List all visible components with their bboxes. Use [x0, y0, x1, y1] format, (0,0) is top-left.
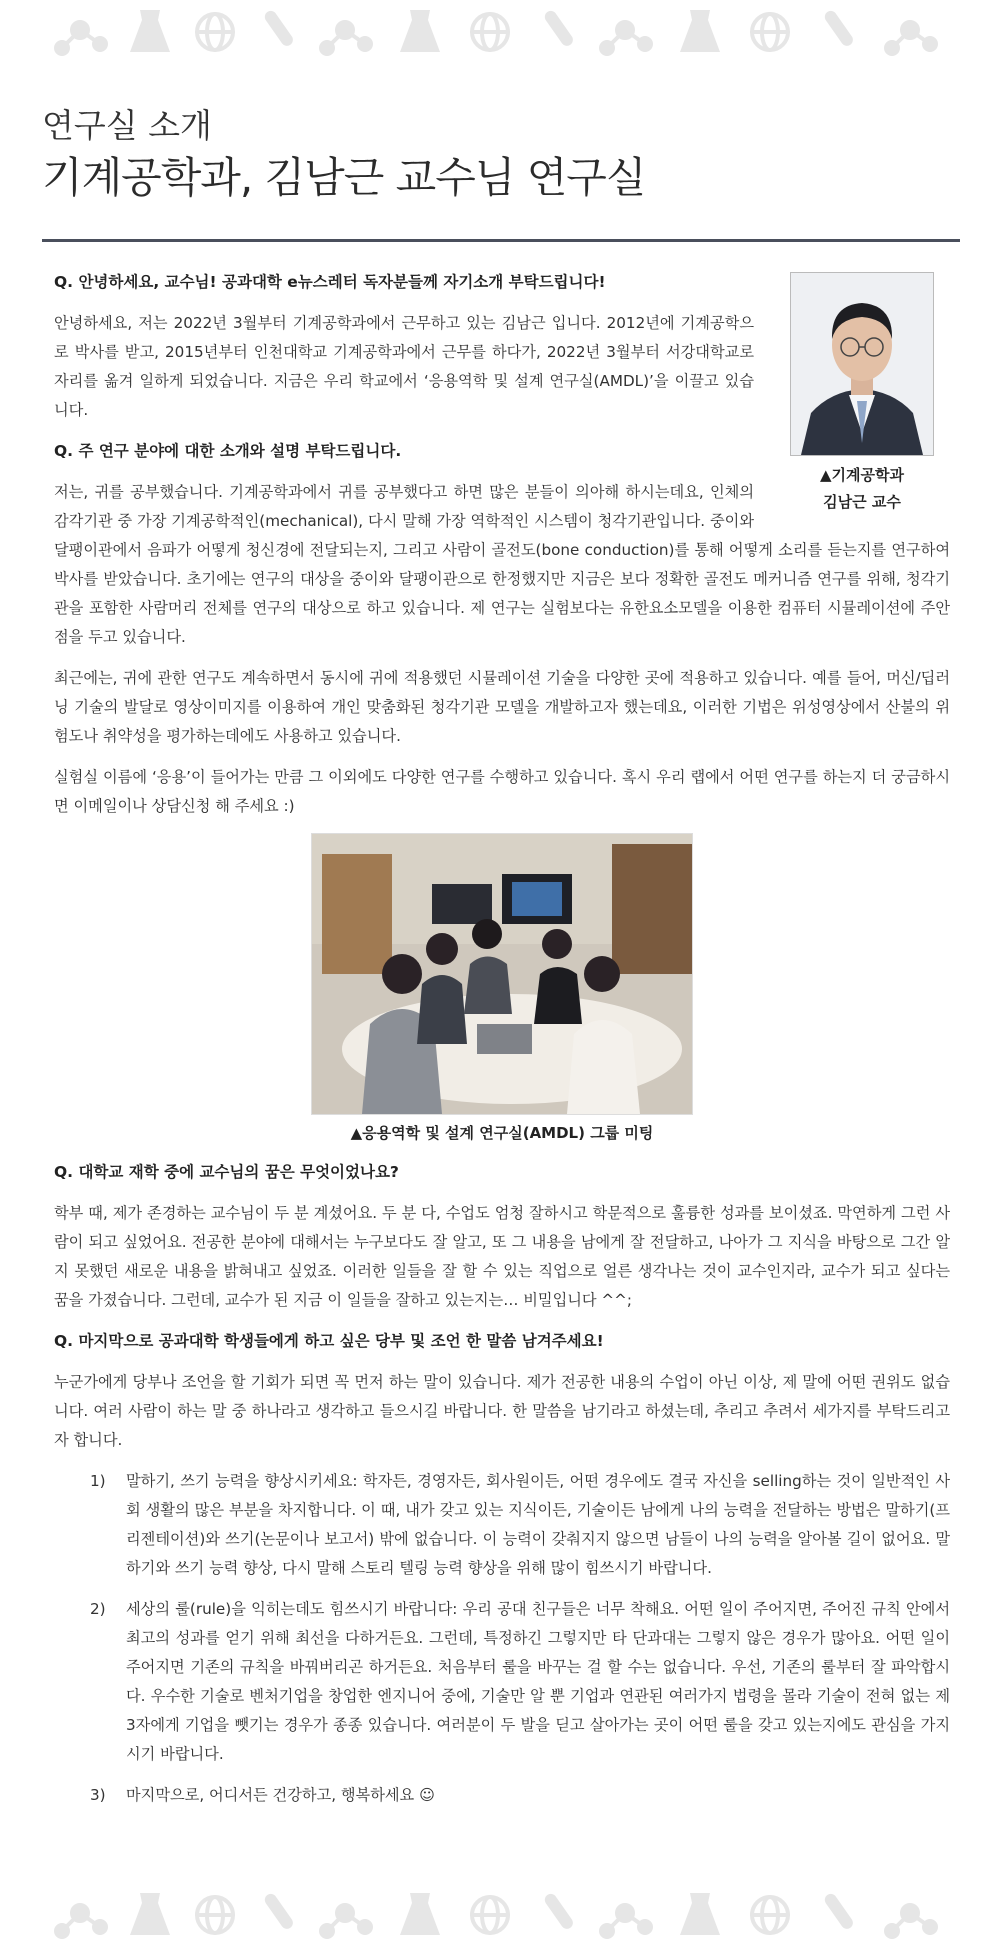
question-1: Q. 안녕하세요, 교수님! 공과대학 e뉴스레터 독자분들께 자기소개 부탁드립니다!: [54, 273, 606, 291]
portrait-caption-line1: ▲기계공학과: [820, 466, 904, 484]
page-title: 기계공학과, 김남근 교수님 연구실: [42, 153, 646, 202]
advice-item-text: 말하기, 쓰기 능력을 향상시키세요: 학자든, 경영자든, 회사원이든, 어떤 경우에도 결국 자신을 selling하는 것이 일반적인 사회 생활의 많은 부분을 차지합니다. 이 때, 내가 갖고 있는 지식이든, 기술이든 남에게 나의 능력을 전달하는 방법은 말하기(프리젠테이션)와 쓰기(논문이나 보고서) 밖에 없습니다. 이 능력이 갖춰지지 않으면 남들이 나의 능력을 알아볼 길이 없어요. 말하기와 쓰기 능력 향상, 다시 말해 스토리 텔링 능력 향상을 위해 많이 힘쓰시기 바랍니다.: [126, 1472, 950, 1577]
article-body: [54, 268, 950, 1822]
question-4: Q. 마지막으로 공과대학 학생들에게 하고 싶은 당부 및 조언 한 말씀 남겨주세요!: [54, 1332, 604, 1350]
decorative-icon-band-bottom: [0, 1873, 1000, 1953]
science-icons-pattern: [0, 1873, 1000, 1953]
science-icons-pattern: [0, 0, 1000, 80]
advice-item-number: 3): [90, 1786, 106, 1804]
question-3: Q. 대학교 재학 중에 교수님의 꿈은 무엇이었나요?: [54, 1163, 399, 1181]
advice-item-number: 2): [90, 1600, 106, 1618]
advice-item-text: 마지막으로, 어디서든 건강하고, 행복하세요 ☺: [126, 1786, 435, 1804]
portrait-image: [791, 273, 933, 455]
advice-item-2: [54, 1595, 950, 1769]
question-2: Q. 주 연구 분야에 대한 소개와 설명 부탁드립니다.: [54, 442, 402, 460]
group-photo-caption: ▲응용역학 및 설계 연구실(AMDL) 그룹 미팅: [350, 1124, 654, 1142]
section-kicker: 연구실 소개: [42, 106, 212, 145]
answer-2-paragraph-1: 저는, 귀를 공부했습니다. 기계공학과에서 귀를 공부했다고 하면 많은 분들이 의아해 하시는데요, 인체의 감각기관 중 가장 기계공학적인(mechanical), 다시 말해 가장 역학적인 시스템이 청각기관입니다. 중이와 달팽이관에서 음파가 어떻게 청신경에 전달되는지, 그리고 사람이 골전도(bone conduction)를 통해 어떻게 소리를 듣는지를 연구하여 박사를 받았습니다. 초기에는 연구의 대상을 중이와 달팽이관으로 한정했지만 지금은 보다 정확한 골전도 메커니즘 연구를 위해, 청각기관을 포함한 사람머리 전체를 연구의 대상으로 하고 있습니다. 제 연구는 실험보다는 유한요소모델을 이용한 컴퓨터 시뮬레이션에 주안점을 두고 있습니다.: [54, 483, 950, 646]
answer-3: 학부 때, 제가 존경하는 교수님이 두 분 계셨어요. 두 분 다, 수업도 엄청 잘하시고 학문적으로 훌륭한 성과를 보이셨죠. 막연하게 그런 사람이 되고 싶었어요. 전공한 분야에 대해서는 누구보다도 잘 알고, 또 그 내용을 남에게 잘 전달하고, 나아가 그 지식을 바탕으로 그간 알지 못했던 새로운 내용을 밝혀내고 싶었죠. 이러한 일들을 잘 할 수 있는 직업으로 얼른 생각나는 것이 교수인지라, 교수가 되고 싶다는 꿈을 가졌습니다. 그런데, 교수가 된 지금 이 일들을 잘하고 있는지는… 비밀입니다 ^^;: [54, 1204, 950, 1309]
portrait-figure: [772, 266, 952, 516]
decorative-icon-band-top: [0, 0, 1000, 80]
portrait-caption-line2: 김남근 교수: [823, 493, 901, 511]
answer-2-paragraph-2: 최근에는, 귀에 관한 연구도 계속하면서 동시에 귀에 적용했던 시뮬레이션 기술을 다양한 곳에 적용하고 있습니다. 예를 들어, 머신/딥러닝 기술의 발달로 영상이미지를 이용하여 개인 맞춤화된 청각기관 모델을 개발하고자 했는데요, 이러한 기법은 위성영상에서 산불의 위험도나 취약성을 평가하는데에도 사용하고 있습니다.: [54, 669, 950, 745]
answer-1: 안녕하세요, 저는 2022년 3월부터 기계공학과에서 근무하고 있는 김남근 입니다. 2012년에 기계공학으로 박사를 받고, 2015년부터 인천대학교 기계공학과에서 근무를 하다가, 2022년 3월부터 서강대학교로 자리를 옮겨 일하게 되었습니다. 지금은 우리 학교에서 ‘응용역학 및 설계 연구실(AMDL)’을 이끌고 있습니다.: [54, 314, 754, 419]
answer-2-paragraph-3: 실험실 이름에 ‘응용’이 들어가는 만큼 그 이외에도 다양한 연구를 수행하고 있습니다. 혹시 우리 랩에서 어떤 연구를 하는지 더 궁금하시면 이메일이나 상담신청 해 주세요 :): [54, 768, 950, 815]
advice-item-1: [54, 1467, 950, 1583]
title-divider: [42, 239, 960, 242]
advice-item-3: [54, 1781, 950, 1810]
advice-item-number: 1): [90, 1472, 106, 1490]
group-photo-image: [312, 834, 692, 1114]
professor-portrait: [790, 272, 934, 456]
group-meeting-photo: [311, 833, 693, 1115]
answer-4-intro: 누군가에게 당부나 조언을 할 기회가 되면 꼭 먼저 하는 말이 있습니다. 제가 전공한 내용의 수업이 아닌 이상, 제 말에 어떤 권위도 없습니다. 여러 사람이 하는 말 중 하나라고 생각하고 들으시길 바랍니다. 한 말씀을 남기라고 하셨는데, 추리고 추려서 세가지를 부탁드리고자 합니다.: [54, 1373, 950, 1449]
advice-list: [54, 1467, 950, 1810]
advice-item-text: 세상의 룰(rule)을 익히는데도 힘쓰시기 바랍니다: 우리 공대 친구들은 너무 착해요. 어떤 일이 주어지면, 주어진 규칙 안에서 최고의 성과를 얻기 위해 최선을 다하거든요. 그런데, 특정하긴 그렇지만 타 단과대는 그렇지 않은 경우가 많아요. 어떤 일이 주어지면 기존의 규칙을 바꿔버리곤 하거든요. 처음부터 룰을 바꾸는 걸 할 수는 없습니다. 우선, 기존의 룰부터 잘 파악합시다. 우수한 기술로 벤처기업을 창업한 엔지니어 중에, 기술만 알 뿐 기업과 연관된 여러가지 법령을 몰라 기술이 전혀 없는 제 3자에게 기업을 뺏기는 경우가 종종 있습니다. 여러분이 두 발을 딛고 살아가는 곳이 어떤 룰을 갖고 있는지에도 관심을 가지시기 바랍니다.: [126, 1600, 950, 1763]
